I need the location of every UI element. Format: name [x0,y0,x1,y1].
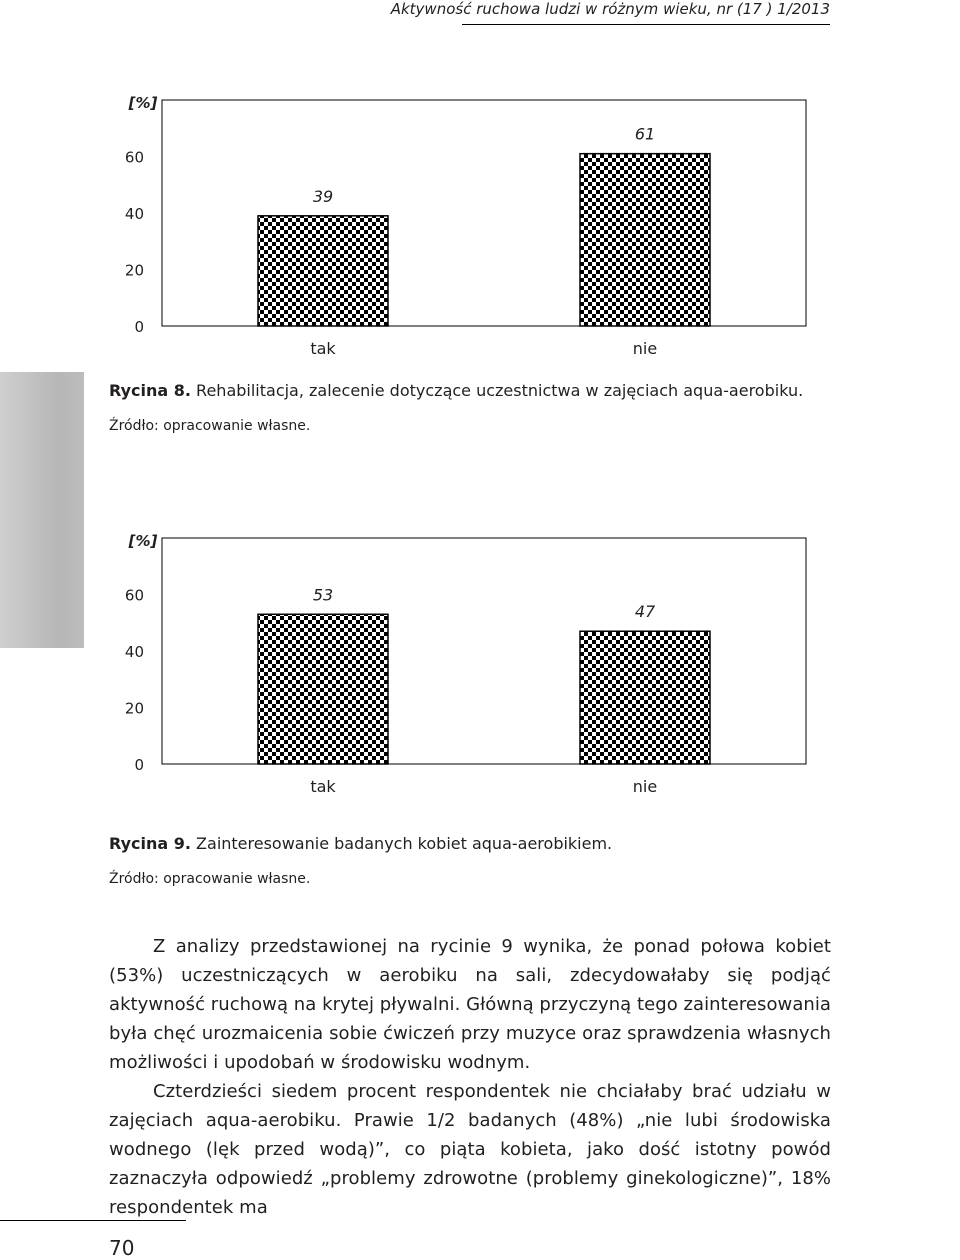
figure-9-caption [109,834,612,854]
bar-nie [580,631,710,764]
running-title: Aktywność ruchowa ludzi w różnym wieku, nr (17 ) 1/2013 [390,0,830,18]
bar-tak [258,216,388,326]
figure-8-label: Rycina 8. [109,381,191,400]
x-tick-label: tak [310,339,336,358]
chart-rycina-9 [0,528,960,803]
y-tick-label: 40 [124,643,144,661]
figure-8-caption-text: Rehabilitacja, zalecenie dotyczące uczestnictwa w zajęciach aqua-aerobiku. [190,381,804,400]
x-tick-label: nie [632,339,658,358]
figure-9-caption-text: Zainteresowanie badanych kobiet aqua-aerobikiem. [190,834,613,853]
figure-9-label: Rycina 9. [109,834,191,853]
paragraph-1: Z analizy przedstawionej na rycinie 9 wynika, że ponad połowa kobiet (53%) uczestniczących w aerobiku na sali, zdecydowałaby się podjąć aktywność ruchową na krytej pływalni. Główną przyczyną tego zainteresowania była chęć urozmaicenia sobie ćwiczeń przy muzyce oraz sprawdzenia własnych możliwości i upodobań w środowisku wodnym. [109,936,831,1073]
y-tick-label: 60 [124,148,144,167]
y-tick-label: 40 [124,205,144,223]
chart-rycina-8 [0,90,960,365]
header-rule [462,24,830,25]
page-number: 70 [109,1236,135,1260]
paragraph-2: Czterdzieści siedem procent respondentek nie chciałaby brać udziału w zajęciach aqua-aerobiku. Prawie 1/2 badanych (48%) „nie lubi środowiska wodnego (lęk przed wodą)”, co piąta kobieta, jako dość istotny powód zaznaczyła odpowiedź „problemy zdrowotne (problemy ginekologiczne)”, 18% respondentek ma [109,1081,831,1218]
y-tick-label: 60 [124,586,144,605]
x-tick-label: tak [310,777,336,796]
bar-value-label: 39 [312,186,334,206]
footer-rule [0,1220,186,1221]
figure-8-caption [109,381,803,401]
x-tick-label: nie [632,777,658,796]
y-tick-label: 0 [134,318,144,336]
y-tick-label: 0 [134,756,144,774]
body-text [109,932,831,1222]
y-tick-label: 20 [124,699,144,718]
bar-nie [580,154,710,326]
bar-value-label: 53 [312,585,334,605]
bar-value-label: 61 [634,124,656,144]
figure-9-source: Źródło: opracowanie własne. [109,871,311,887]
bar-value-label: 47 [634,602,656,622]
y-axis-label: [%] [128,532,158,550]
y-axis-label: [%] [128,94,158,112]
y-tick-label: 20 [124,261,144,280]
bar-tak [258,614,388,764]
figure-8-source: Źródło: opracowanie własne. [109,418,311,434]
